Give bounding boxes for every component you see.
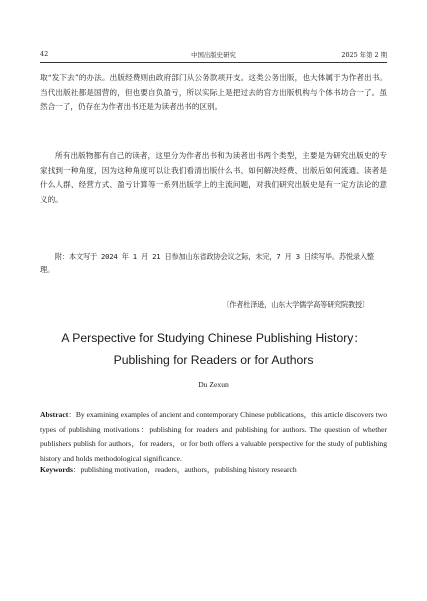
header-rule: [40, 62, 387, 63]
english-author: Du Zexun: [198, 380, 229, 389]
author-affiliation: 〔作者杜泽逊，山东大学儒学高等研究院教授〕: [222, 300, 369, 309]
issue-number: 2025 年第 2 期: [341, 51, 387, 59]
keywords-text: ：publishing motivation，readers，authors，publishing history research: [72, 465, 297, 474]
abstract-text: ：By examining examples of ancient and contemporary Chinese publications，this article discovers two types of publishing motivations：publishing for readers and publishing for authors. The question of whether publishers publish for authors，for readers，or for both offers a valuable perspective for the study of publishing history and holds methodological significance.: [40, 410, 387, 463]
english-title-line-2: Publishing for Readers or for Authors: [113, 353, 314, 367]
journal-name: 中国出版史研究: [191, 51, 236, 59]
page-number: 42: [40, 50, 49, 58]
keywords-label: Keywords: [40, 465, 73, 474]
keywords: [40, 463, 387, 478]
author-note-appendix: 附：本文写于 2024 年 1 月 21 日参加山东省政协会议之际，未完，7 月 3 日续写毕。苏悦录入整理。: [40, 252, 374, 274]
paragraph-1: 取“发下去”的办法。出版经费则由政府部门从公务款项开支。这类公务出版，也大体属于为作者出书。当代出版社都是国营的，但也要自负盈亏，所以实际上是把过去的官方出版机构与个体书坊合一了。虽然合一了，仍存在为作者出书还是为读者出书的区别。: [40, 73, 387, 111]
abstract-label: Abstract: [40, 410, 69, 419]
paragraph-2: 所有出版物都有自己的读者，这里分为作者出书和为读者出书两个类型，主要是为研究出版史的专家找到一种角度，因为这种角度可以让我们看清出版什么书、如何解决经费、出版后如何流通、读者是什么人群、经营方式、盈亏计算等一系列出版学上的主流问题，对我们研究出版史是有一定方法论的意义的。: [40, 151, 387, 204]
english-title-line-1: A Perspective for Studying Chinese Publishing History：: [61, 331, 366, 345]
abstract: [40, 408, 387, 466]
